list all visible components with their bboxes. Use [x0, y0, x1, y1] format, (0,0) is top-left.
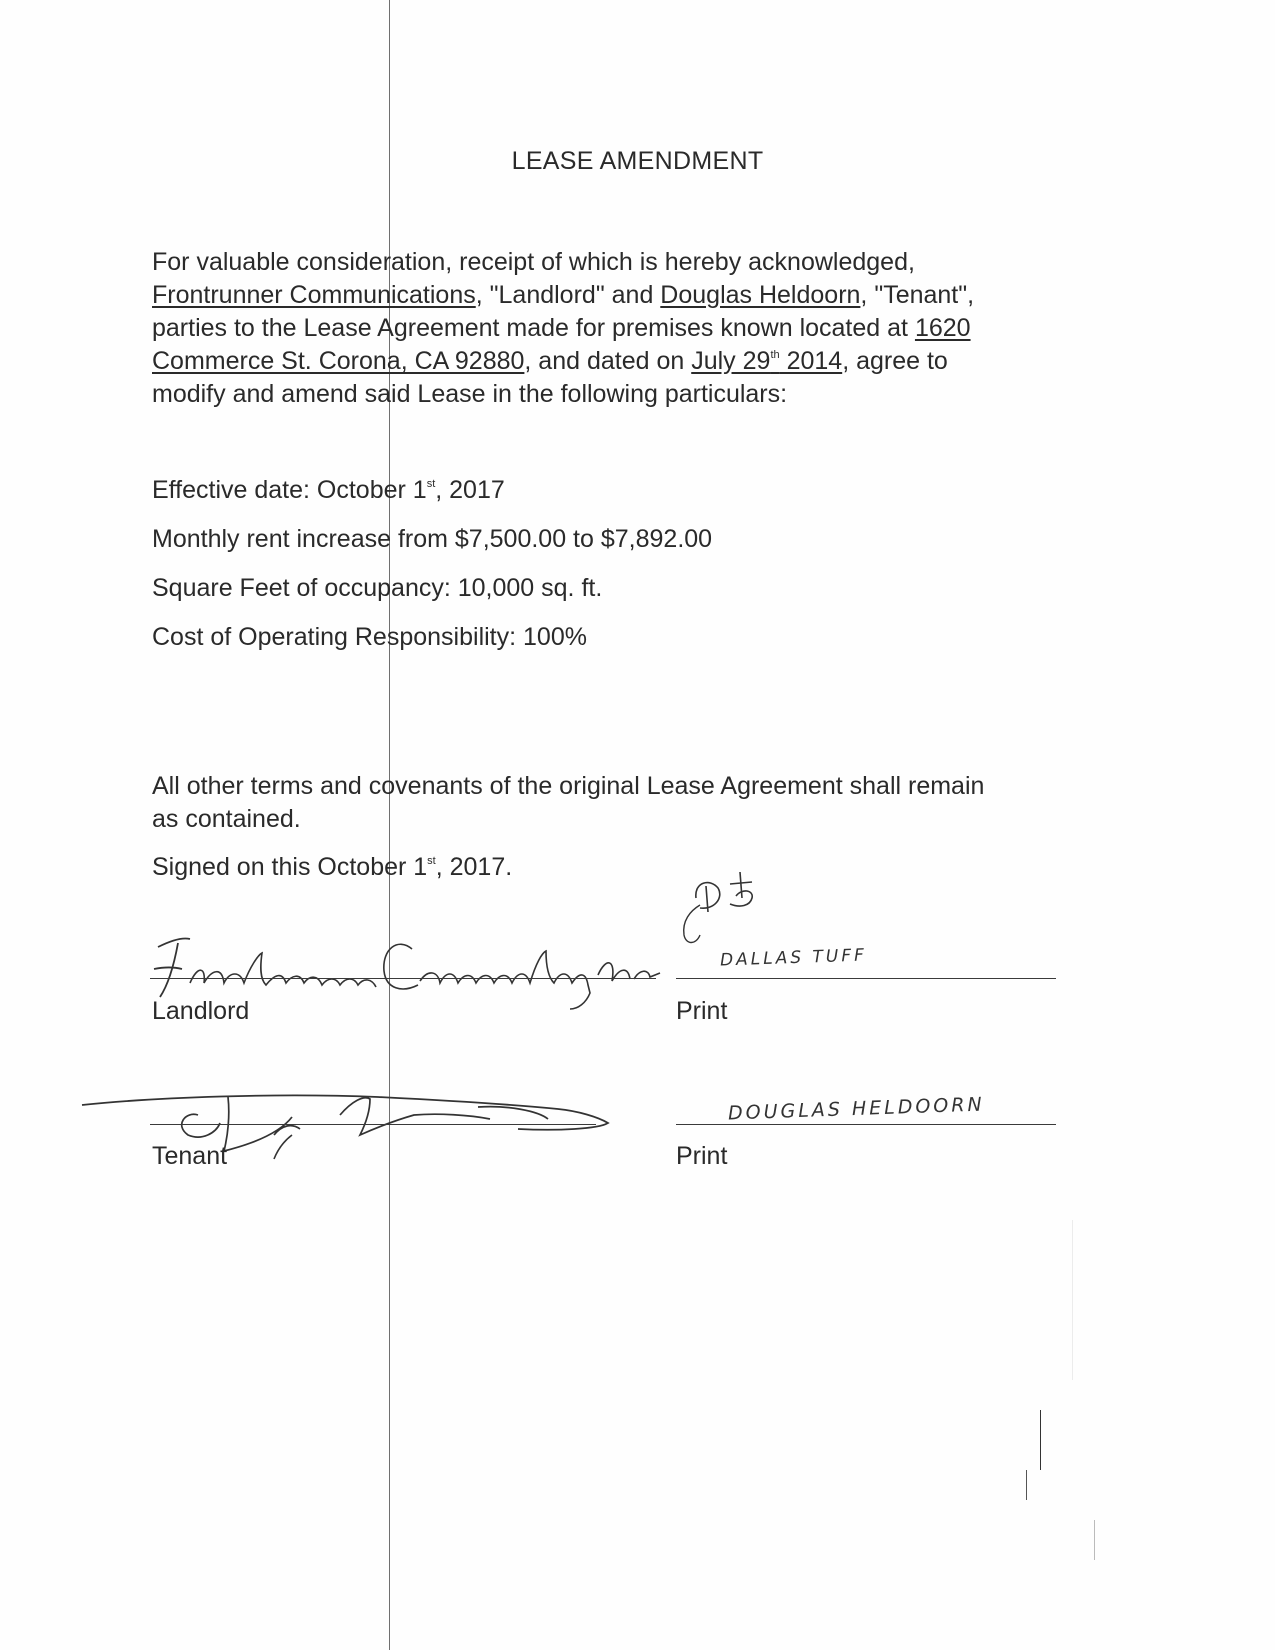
landlord-name: Frontrunner Communications	[152, 281, 476, 309]
tenant-signature-line	[150, 1124, 596, 1125]
intro-text-1: For valuable consideration, receipt of which is hereby acknowledged,	[152, 248, 915, 276]
intro-text-5: , and dated on	[524, 347, 692, 375]
closing-paragraph	[152, 770, 1112, 836]
address-part-2: Commerce St. Corona, CA 92880	[152, 347, 525, 375]
signed-date-prefix: Signed on this October 1	[152, 853, 428, 881]
intro-text-2: , "Landlord" and	[475, 281, 661, 309]
signed-date	[152, 853, 512, 882]
scan-artefact-mark-3	[1094, 1520, 1095, 1560]
scan-artefact-mark-4	[1072, 1220, 1073, 1380]
tenant-name: Douglas Heldoorn	[660, 281, 861, 309]
effective-date-suffix: , 2017	[435, 476, 505, 504]
closing-line-1: All other terms and covenants of the original Lease Agreement shall remain	[152, 772, 985, 800]
landlord-print-label: Print	[676, 997, 728, 1025]
rent-increase: Monthly rent increase from $7,500.00 to $7,892.00	[152, 525, 713, 553]
lease-date	[691, 347, 842, 375]
tenant-printed-name: DOUGLAS HELDOORN	[727, 1093, 986, 1125]
intro-paragraph	[152, 246, 1112, 411]
intro-text-4: parties to the Lease Agreement made for premises known located at	[152, 314, 915, 342]
scan-artefact-mark-2	[1026, 1470, 1027, 1500]
signed-date-sup: st	[427, 855, 436, 867]
closing-line-2: as contained.	[152, 805, 301, 833]
effective-date	[152, 476, 505, 505]
document-title: LEASE AMENDMENT	[511, 147, 764, 175]
intro-text-7: modify and amend said Lease in the following particulars:	[152, 380, 788, 408]
landlord-printed-name: DALLAS TUFF	[719, 945, 868, 971]
scan-artefact-mark-1	[1040, 1410, 1041, 1470]
landlord-signature	[150, 905, 710, 1010]
landlord-signature-line	[150, 978, 656, 979]
address-part-1: 1620	[914, 314, 971, 342]
landlord-print-line	[676, 978, 1056, 979]
effective-date-prefix: Effective date: October 1	[152, 476, 427, 504]
square-feet: Square Feet of occupancy: 10,000 sq. ft.	[152, 574, 603, 602]
lease-date-month-day: July 29	[691, 347, 771, 375]
signed-date-suffix: , 2017.	[435, 853, 513, 881]
lease-date-year: 2014	[779, 347, 843, 375]
intro-text-6: , agree to	[842, 347, 948, 375]
tenant-label: Tenant	[152, 1142, 228, 1170]
intro-text-3: , "Tenant",	[860, 281, 975, 309]
operating-cost: Cost of Operating Responsibility: 100%	[152, 623, 587, 651]
tenant-print-label: Print	[676, 1142, 728, 1170]
lease-date-suffix: th	[770, 349, 780, 361]
landlord-initials	[690, 868, 770, 928]
tenant-print-line	[676, 1124, 1056, 1125]
landlord-label: Landlord	[152, 997, 250, 1025]
effective-date-sup: st	[426, 478, 436, 490]
